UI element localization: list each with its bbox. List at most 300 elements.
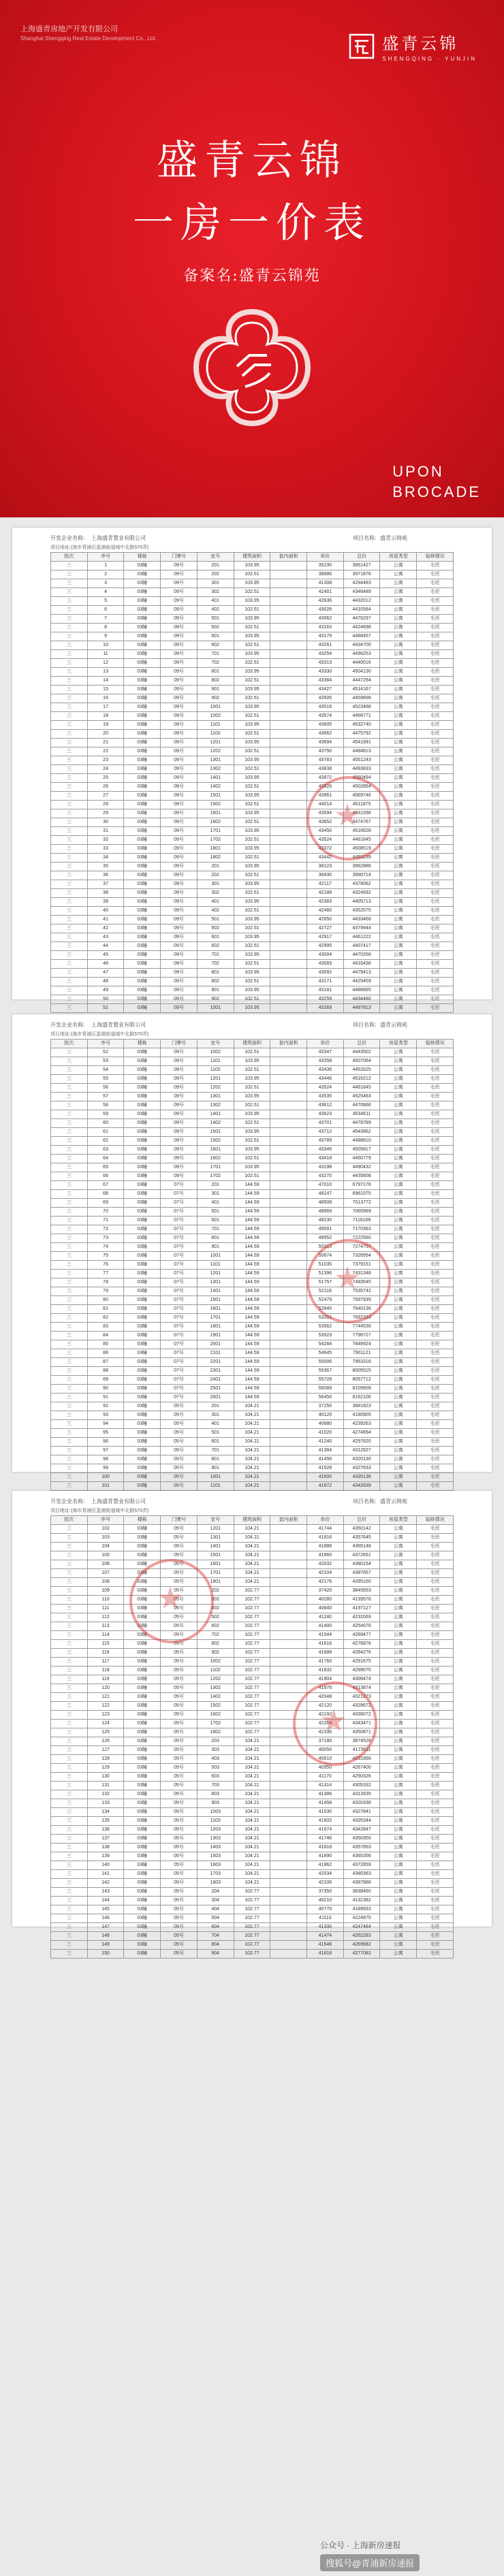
table-cell: 03幢 (124, 1314, 161, 1323)
table-cell: 毛坯 (417, 1932, 454, 1941)
column-header: 房屋类型 (380, 553, 417, 562)
table-row (51, 1693, 454, 1702)
table-cell: 104.21 (234, 1569, 270, 1578)
table-cell (270, 1482, 307, 1491)
table-cell: 4 (87, 588, 124, 597)
table-cell: 公寓 (380, 1728, 417, 1737)
table-cell: 公寓 (380, 1702, 417, 1711)
table-cell: 60 (87, 1119, 124, 1128)
table-row (51, 1482, 454, 1491)
table-cell (270, 1004, 307, 1013)
table-cell: 4197127 (343, 1605, 380, 1613)
table-cell: 09号 (161, 863, 198, 871)
table-cell: 毛坯 (417, 986, 454, 995)
table-cell: 03幢 (124, 1755, 161, 1764)
price-table (50, 552, 454, 1013)
table-cell: 三 (51, 1084, 88, 1093)
table-cell: 102.51 (234, 712, 270, 721)
table-cell: 05号 (161, 1897, 198, 1905)
table-cell: 09号 (161, 703, 198, 712)
table-cell (270, 1631, 307, 1640)
table-cell: 三 (51, 951, 88, 960)
table-cell: 09号 (161, 774, 198, 783)
table-cell: 4432012 (343, 597, 380, 606)
table-cell: 公寓 (380, 703, 417, 712)
table-cell (270, 641, 307, 650)
table-cell (270, 1835, 307, 1844)
column-header: 套内面积 (270, 553, 307, 562)
table-cell: 毛坯 (417, 1137, 454, 1146)
table-cell: 05号 (161, 1852, 198, 1861)
sheet-header (12, 1014, 492, 1031)
table-cell: 2401 (197, 1376, 234, 1385)
table-cell: 25 (87, 774, 124, 783)
table-cell: 03幢 (124, 1693, 161, 1702)
table-cell: 4343471 (343, 1720, 380, 1728)
table-cell: 公寓 (380, 1808, 417, 1817)
table-cell: 公寓 (380, 1217, 417, 1225)
table-cell: 03幢 (124, 579, 161, 588)
table-cell: 09号 (161, 756, 198, 765)
table-cell: 03幢 (124, 1551, 161, 1560)
table-cell: 2601 (197, 1394, 234, 1402)
table-cell: 公寓 (380, 1057, 417, 1066)
developer-value: 上海盛青置业有限公司 (91, 535, 146, 541)
table-cell: 104.21 (234, 1844, 270, 1852)
table-cell: 公寓 (380, 1551, 417, 1560)
table-cell: 三 (51, 1438, 88, 1447)
table-cell: 41744 (307, 1525, 344, 1534)
table-cell: 05号 (161, 1844, 198, 1852)
table-cell: 1402 (197, 783, 234, 792)
table-cell: 三 (51, 1534, 88, 1543)
table-cell: 07号 (161, 1358, 198, 1367)
table-cell: 09号 (161, 871, 198, 880)
table-cell: 105 (87, 1551, 124, 1560)
table-cell: 92 (87, 1402, 124, 1411)
table-cell (270, 827, 307, 836)
table-cell: 三 (51, 1808, 88, 1817)
table-cell: 毛坯 (417, 916, 454, 924)
table-cell: 03幢 (124, 792, 161, 801)
table-cell: 公寓 (380, 1667, 417, 1675)
table-cell: 4560494 (343, 774, 380, 783)
table-cell: 三 (51, 1543, 88, 1551)
table-cell: 116 (87, 1649, 124, 1658)
table-cell: 103.95 (234, 809, 270, 818)
table-cell: 43436 (307, 1066, 344, 1075)
table-cell: 41602 (307, 1817, 344, 1826)
table-cell (270, 1155, 307, 1163)
table-cell: 501 (197, 916, 234, 924)
table-cell: 58 (87, 1101, 124, 1110)
table-cell: 毛坯 (417, 774, 454, 783)
table-cell: 4299075 (343, 1667, 380, 1675)
table-cell (270, 818, 307, 827)
table-cell: 102.51 (234, 606, 270, 615)
table-cell: 102.51 (234, 818, 270, 827)
table-cell: 公寓 (380, 579, 417, 588)
table-row (51, 632, 454, 641)
table-cell: 03幢 (124, 907, 161, 916)
table-cell: 603 (197, 1773, 234, 1782)
table-cell: 43701 (307, 1119, 344, 1128)
table-cell: 1202 (197, 1084, 234, 1093)
table-cell: 三 (51, 863, 88, 871)
table-cell: 144.59 (234, 1199, 270, 1208)
table-cell: 毛坯 (417, 854, 454, 863)
table-cell: 102.77 (234, 1658, 270, 1667)
table-row (51, 801, 454, 809)
table-cell: 公寓 (380, 1402, 417, 1411)
table-cell: 1402 (197, 1693, 234, 1702)
table-cell: 7274757 (343, 1243, 380, 1252)
table-cell: 38686 (307, 570, 344, 579)
table-cell: 毛坯 (417, 1844, 454, 1852)
table-row (51, 1296, 454, 1305)
table-cell: 135 (87, 1817, 124, 1826)
table-cell: 毛坯 (417, 1560, 454, 1569)
table-cell: 三 (51, 1048, 88, 1057)
table-cell (270, 730, 307, 739)
table-cell: 公寓 (380, 1932, 417, 1941)
table-row (51, 1560, 454, 1569)
table-cell: 7796727 (343, 1332, 380, 1340)
table-row (51, 960, 454, 969)
table-cell: 8057712 (343, 1376, 380, 1385)
table-cell: 毛坯 (417, 871, 454, 880)
table-cell: 144.59 (234, 1270, 270, 1278)
table-cell: 6797176 (343, 1181, 380, 1190)
table-cell: 公寓 (380, 1075, 417, 1084)
table-cell: 23 (87, 756, 124, 765)
table-cell: 102.51 (234, 659, 270, 668)
table-cell: 4435608 (343, 1172, 380, 1181)
table-row (51, 1155, 454, 1163)
table-cell: 1301 (197, 1534, 234, 1543)
table-cell (270, 1146, 307, 1155)
table-cell: 公寓 (380, 1438, 417, 1447)
table-cell: 1203 (197, 1826, 234, 1835)
table-cell: 144.59 (234, 1234, 270, 1243)
table-cell (270, 1110, 307, 1119)
table-cell: 801 (197, 969, 234, 978)
table-cell: 43524 (307, 836, 344, 845)
table-cell: 201 (197, 562, 234, 570)
table-cell (270, 1447, 307, 1455)
table-cell: 03幢 (124, 1658, 161, 1667)
table-row (51, 1146, 454, 1155)
table-cell (270, 1764, 307, 1773)
table-cell: 03幢 (124, 1358, 161, 1367)
table-cell (270, 694, 307, 703)
table-cell (270, 1208, 307, 1217)
table-cell: 1701 (197, 1163, 234, 1172)
table-cell: 毛坯 (417, 1420, 454, 1429)
table-cell: 1001 (197, 703, 234, 712)
table-row (51, 1323, 454, 1332)
project-address-label: 项目地址: (50, 1509, 71, 1513)
table-cell: 7013772 (343, 1199, 380, 1208)
table-row (51, 1755, 454, 1764)
table-cell: 05号 (161, 1835, 198, 1844)
table-cell: 102.51 (234, 960, 270, 969)
table-cell: 104.21 (234, 1852, 270, 1861)
table-cell: 07号 (161, 1394, 198, 1402)
developer-label: 开发企业名称: (50, 1022, 85, 1028)
table-cell: 03幢 (124, 809, 161, 818)
table-cell: 三 (51, 712, 88, 721)
table-cell: 三 (51, 1093, 88, 1101)
table-cell: 毛坯 (417, 1861, 454, 1870)
table-cell: 4232069 (343, 1613, 380, 1622)
table-cell: 05号 (161, 1605, 198, 1613)
table-cell: 03幢 (124, 570, 161, 579)
table-cell: 09号 (161, 801, 198, 809)
table-cell: 公寓 (380, 1826, 417, 1835)
table-cell (270, 1270, 307, 1278)
table-cell: 4459698 (343, 694, 380, 703)
table-cell: 37180 (307, 1737, 344, 1746)
table-cell: 05号 (161, 1684, 198, 1693)
table-cell: 53201 (307, 1314, 344, 1323)
table-cell: 03幢 (124, 978, 161, 986)
table-cell: 1801 (197, 1323, 234, 1332)
table-cell: 三 (51, 1817, 88, 1826)
table-cell (270, 1385, 307, 1394)
table-cell: 17 (87, 703, 124, 712)
table-cell: 07号 (161, 1234, 198, 1243)
table-cell: 03幢 (124, 1004, 161, 1013)
table-cell: 三 (51, 1314, 88, 1323)
table-cell: 三 (51, 960, 88, 969)
table-cell: 03幢 (124, 924, 161, 933)
table-cell: 三 (51, 756, 88, 765)
table-cell: 03幢 (124, 1340, 161, 1349)
table-cell: 134 (87, 1808, 124, 1817)
table-cell: 40950 (307, 1764, 344, 1773)
table-row (51, 1675, 454, 1684)
table-cell: 09号 (161, 579, 198, 588)
table-cell: 43623 (307, 1110, 344, 1119)
table-cell: 毛坯 (417, 818, 454, 827)
table-cell: 43062 (307, 615, 344, 624)
table-cell: 7222560 (343, 1234, 380, 1243)
table-cell: 03幢 (124, 703, 161, 712)
table-cell (270, 1950, 307, 1959)
table-cell: 4425459 (343, 978, 380, 986)
table-cell: 103.95 (234, 1093, 270, 1101)
table-cell: 公寓 (380, 1093, 417, 1101)
table-cell: 43574 (307, 712, 344, 721)
table-row (51, 995, 454, 1004)
table-cell: 公寓 (380, 1711, 417, 1720)
table-cell: 88 (87, 1367, 124, 1376)
table-cell: 毛坯 (417, 1790, 454, 1799)
table-cell: 07号 (161, 1367, 198, 1376)
table-cell: 144.59 (234, 1394, 270, 1402)
table-cell: 1602 (197, 818, 234, 827)
table-cell: 42034 (307, 1870, 344, 1879)
table-cell: 三 (51, 880, 88, 889)
table-cell: 公寓 (380, 1163, 417, 1172)
table-cell: 公寓 (380, 570, 417, 579)
table-row (51, 1075, 454, 1084)
table-cell: 公寓 (380, 694, 417, 703)
table-cell: 03幢 (124, 1066, 161, 1075)
table-cell: 42995 (307, 942, 344, 951)
table-cell: 公寓 (380, 1755, 417, 1764)
table-row (51, 606, 454, 615)
table-cell: 602 (197, 942, 234, 951)
table-cell: 03幢 (124, 1737, 161, 1746)
table-cell (270, 1596, 307, 1605)
table-cell: 104.21 (234, 1402, 270, 1411)
table-cell: 401 (197, 1199, 234, 1208)
table-cell: 三 (51, 659, 88, 668)
table-cell: 95 (87, 1429, 124, 1438)
table-cell: 42117 (307, 880, 344, 889)
table-cell: 701 (197, 650, 234, 659)
column-header: 单价 (307, 1040, 344, 1048)
table-cell: 4569746 (343, 792, 380, 801)
table-cell: 毛坯 (417, 1385, 454, 1394)
table-row (51, 1525, 454, 1534)
table-cell: 902 (197, 1649, 234, 1658)
table-cell: 54645 (307, 1349, 344, 1358)
table-cell: 702 (197, 960, 234, 969)
project-address-value: (海市青浦区盈浦街道城中北路570弄) (70, 1509, 149, 1513)
table-cell (270, 1640, 307, 1649)
table-cell: 401 (197, 597, 234, 606)
table-cell: 三 (51, 1217, 88, 1225)
price-sheet-3 (12, 1491, 492, 1956)
table-cell: 4470266 (343, 951, 380, 960)
table-cell: 05号 (161, 1888, 198, 1897)
table-cell (270, 1181, 307, 1190)
table-cell: 43372 (307, 845, 344, 854)
table-cell: 103.95 (234, 1110, 270, 1119)
table-header-row (51, 1516, 454, 1525)
table-cell: 801 (197, 1234, 234, 1243)
table-cell: 102.51 (234, 1155, 270, 1163)
table-cell: 03幢 (124, 1101, 161, 1110)
table-cell: 41904 (307, 1675, 344, 1684)
table-cell: 3962886 (343, 863, 380, 871)
table-cell: 144.59 (234, 1358, 270, 1367)
table-cell: 公寓 (380, 871, 417, 880)
table-cell: 三 (51, 1596, 88, 1605)
project-address (12, 1507, 492, 1515)
table-cell: 毛坯 (417, 1128, 454, 1137)
table-cell (270, 703, 307, 712)
table-cell: 1601 (197, 1305, 234, 1314)
table-cell: 03幢 (124, 1119, 161, 1128)
table-cell: 毛坯 (417, 1852, 454, 1861)
table-cell: 公寓 (380, 1799, 417, 1808)
table-cell: 703 (197, 1782, 234, 1790)
table-cell: 毛坯 (417, 686, 454, 694)
project-name-label: 项目名称: (353, 1022, 377, 1028)
table-row (51, 570, 454, 579)
table-cell: 144.59 (234, 1323, 270, 1332)
table-cell: 公寓 (380, 1923, 417, 1932)
table-cell: 104.21 (234, 1746, 270, 1755)
table-cell: 1703 (197, 1870, 234, 1879)
table-cell: 07号 (161, 1243, 198, 1252)
table-row (51, 978, 454, 986)
table-cell: 40680 (307, 1420, 344, 1429)
table-row (51, 907, 454, 916)
table-cell: 公寓 (380, 907, 417, 916)
table-cell: 毛坯 (417, 1048, 454, 1057)
table-cell: 三 (51, 1870, 88, 1879)
table-cell: 102.51 (234, 730, 270, 739)
table-cell: 52840 (307, 1305, 344, 1314)
table-cell: 4320130 (343, 1455, 380, 1464)
table-cell: 102.77 (234, 1720, 270, 1728)
table-cell: 56 (87, 1084, 124, 1093)
table-cell: 三 (51, 1941, 88, 1950)
table-cell: 54 (87, 1066, 124, 1075)
table-cell: 公寓 (380, 1270, 417, 1278)
table-cell: 41832 (307, 1667, 344, 1675)
table-row (51, 1004, 454, 1013)
table-cell: 42460 (307, 907, 344, 916)
table-cell: 毛坯 (417, 747, 454, 756)
table-cell: 7953318 (343, 1358, 380, 1367)
table-cell: 03幢 (124, 1569, 161, 1578)
table-cell: 09号 (161, 854, 198, 863)
table-cell (270, 747, 307, 756)
table-cell: 802 (197, 978, 234, 986)
project-name-value: 盛青云锦苑 (380, 1022, 407, 1028)
table-cell: 03幢 (124, 827, 161, 836)
wechat-watermark: 公众号 · 上海新房速报 (320, 2541, 401, 2550)
table-cell: 03幢 (124, 1394, 161, 1402)
table-cell: 4254678 (343, 1622, 380, 1631)
table-cell: 公寓 (380, 1693, 417, 1702)
table-cell: 802 (197, 1640, 234, 1649)
table-row (51, 588, 454, 597)
table-cell (270, 1234, 307, 1243)
table-cell: 104.21 (234, 1773, 270, 1782)
table-cell: 三 (51, 1323, 88, 1332)
table-cell: 毛坯 (417, 1640, 454, 1649)
column-header: 套内面积 (270, 1040, 307, 1048)
table-cell: 43198 (307, 1163, 344, 1172)
table-cell: 毛坯 (417, 1835, 454, 1844)
table-cell: 09号 (161, 668, 198, 677)
table-cell: 4395160 (343, 1578, 380, 1587)
table-cell: 133 (87, 1799, 124, 1808)
table-cell: 公寓 (380, 854, 417, 863)
table-cell: 103.95 (234, 1004, 270, 1013)
column-header: 门牌号 (161, 1516, 198, 1525)
table-cell: 05号 (161, 1429, 198, 1438)
table-cell: 43179 (307, 632, 344, 641)
table-cell: 102.77 (234, 1888, 270, 1897)
table-cell: 103.95 (234, 1128, 270, 1137)
table-cell: 1003 (197, 1808, 234, 1817)
table-row (51, 615, 454, 624)
table-cell: 7848924 (343, 1340, 380, 1349)
table-cell: 毛坯 (417, 1376, 454, 1385)
table-cell: 三 (51, 597, 88, 606)
upon-line-2: BROCADE (392, 483, 481, 500)
table-cell: 公寓 (380, 1305, 417, 1314)
table-cell: 801 (197, 1455, 234, 1464)
